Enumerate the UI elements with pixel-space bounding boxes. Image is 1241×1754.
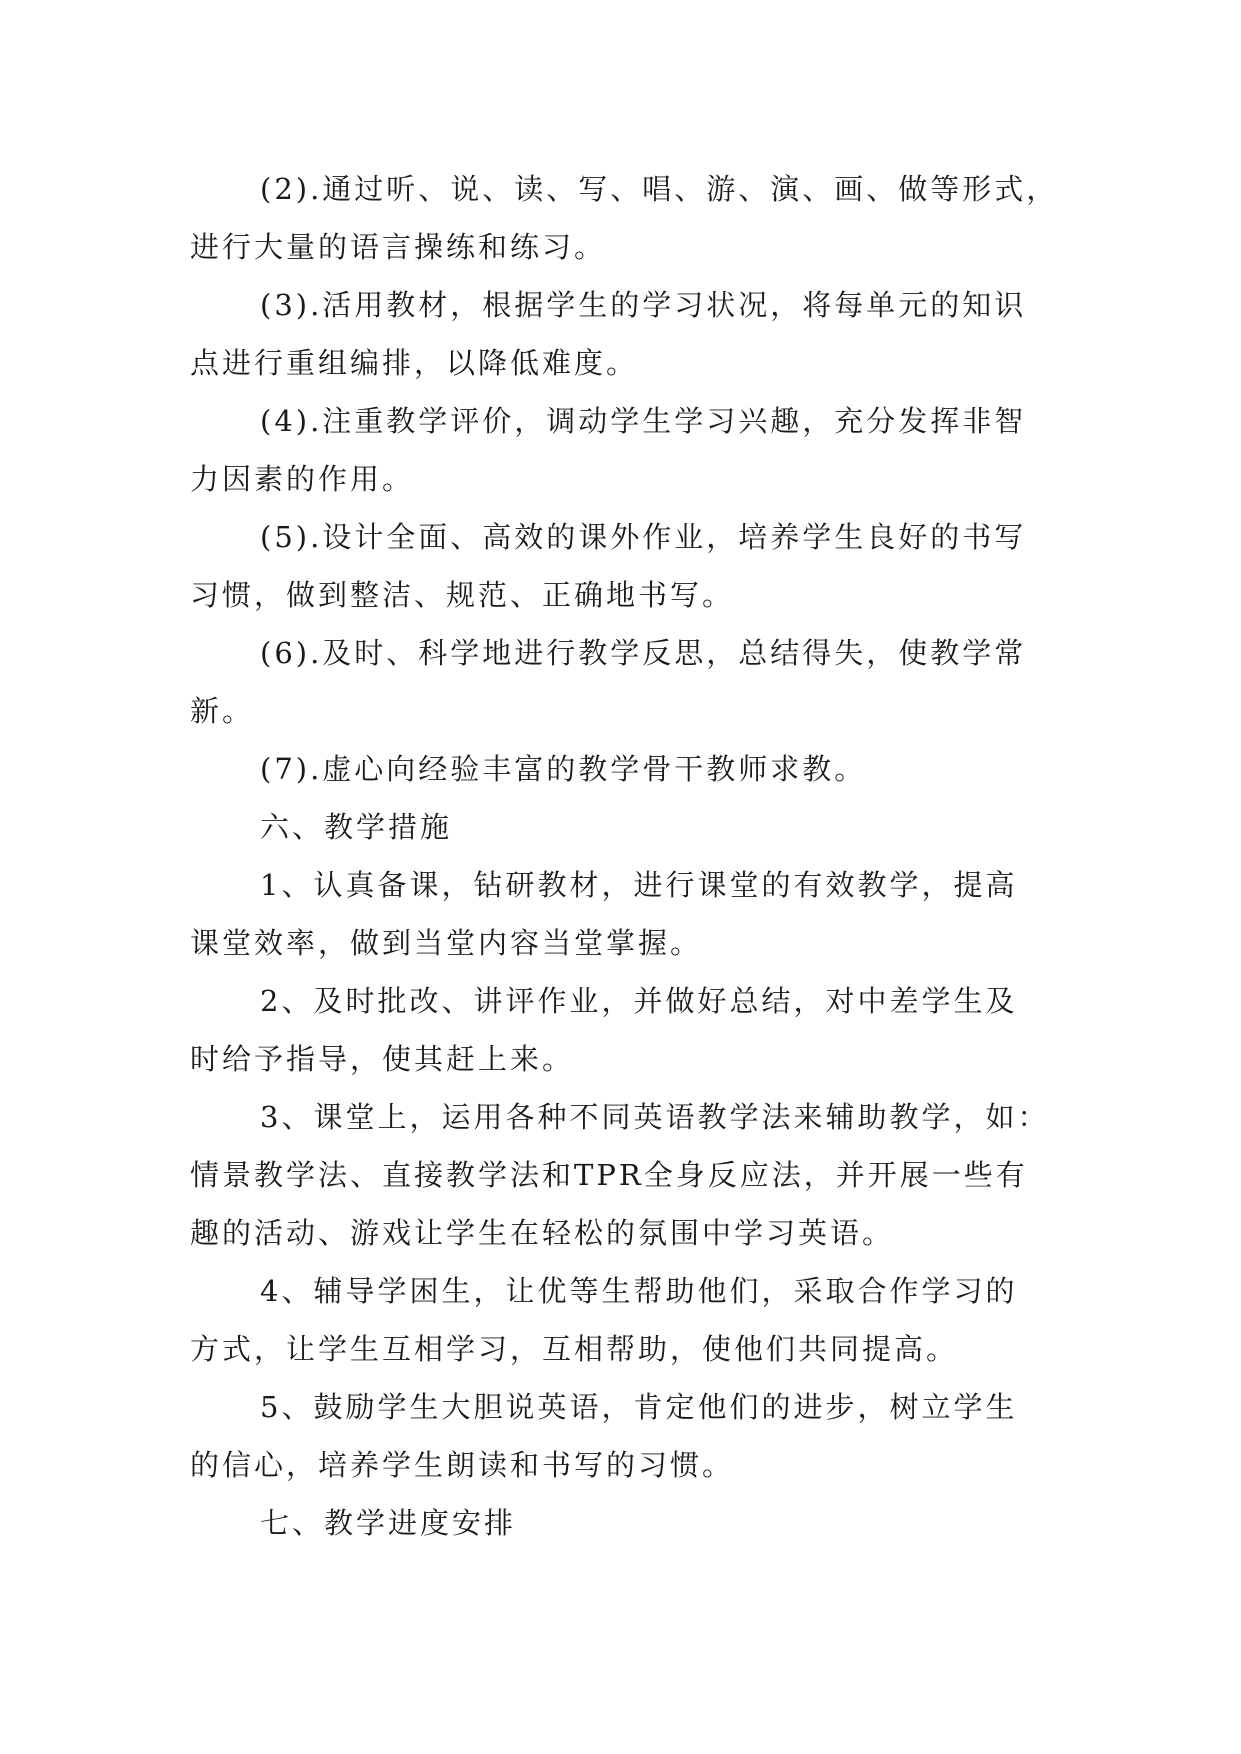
document-body [190, 160, 1090, 1552]
paragraph-measure-5: 5、鼓励学生大胆说英语，肯定他们的进步，树立学生 的信心，培养学生朗读和书写的习惯。 [190, 1390, 1018, 1482]
paragraph-method-6: (6).及时、科学地进行教学反思，总结得失，使教学常 新。 [190, 636, 1027, 728]
paragraph-method-5: (5).设计全面、高效的课外作业，培养学生良好的书写 习惯，做到整洁、规范、正确地书写。 [190, 520, 1027, 612]
paragraph-measure-4: 4、辅导学困生，让优等生帮助他们，采取合作学习的 方式，让学生互相学习，互相帮助，使他们共同提高。 [190, 1274, 1018, 1366]
paragraph-method-2: (2).通过听、说、读、写、唱、游、演、画、做等形式， 进行大量的语言操练和练习。 [190, 172, 1059, 264]
paragraph-measure-1: 1、认真备课，钻研教材，进行课堂的有效教学，提高 课堂效率，做到当堂内容当堂掌握。 [190, 868, 1018, 960]
paragraph-measure-2: 2、及时批改、讲评作业，并做好总结，对中差学生及 时给予指导，使其赶上来。 [190, 984, 1018, 1076]
paragraph-method-4: (4).注重教学评价，调动学生学习兴趣，充分发挥非智 力因素的作用。 [190, 404, 1027, 496]
paragraph-measure-3: 3、课堂上，运用各种不同英语教学法来辅助教学，如： 情景教学法、直接教学法和TPR全身反应法，并开展一些有 趣的活动、游戏让学生在轻松的氛围中学习英语。 [190, 1100, 1050, 1250]
section-heading-schedule: 七、教学进度安排 [260, 1506, 517, 1540]
paragraph-method-3: (3).活用教材，根据学生的学习状况，将每单元的知识 点进行重组编排，以降低难度。 [190, 288, 1027, 380]
paragraph-method-7: (7).虚心向经验丰富的教学骨干教师求教。 [260, 752, 867, 786]
section-heading-measures: 六、教学措施 [260, 810, 453, 844]
